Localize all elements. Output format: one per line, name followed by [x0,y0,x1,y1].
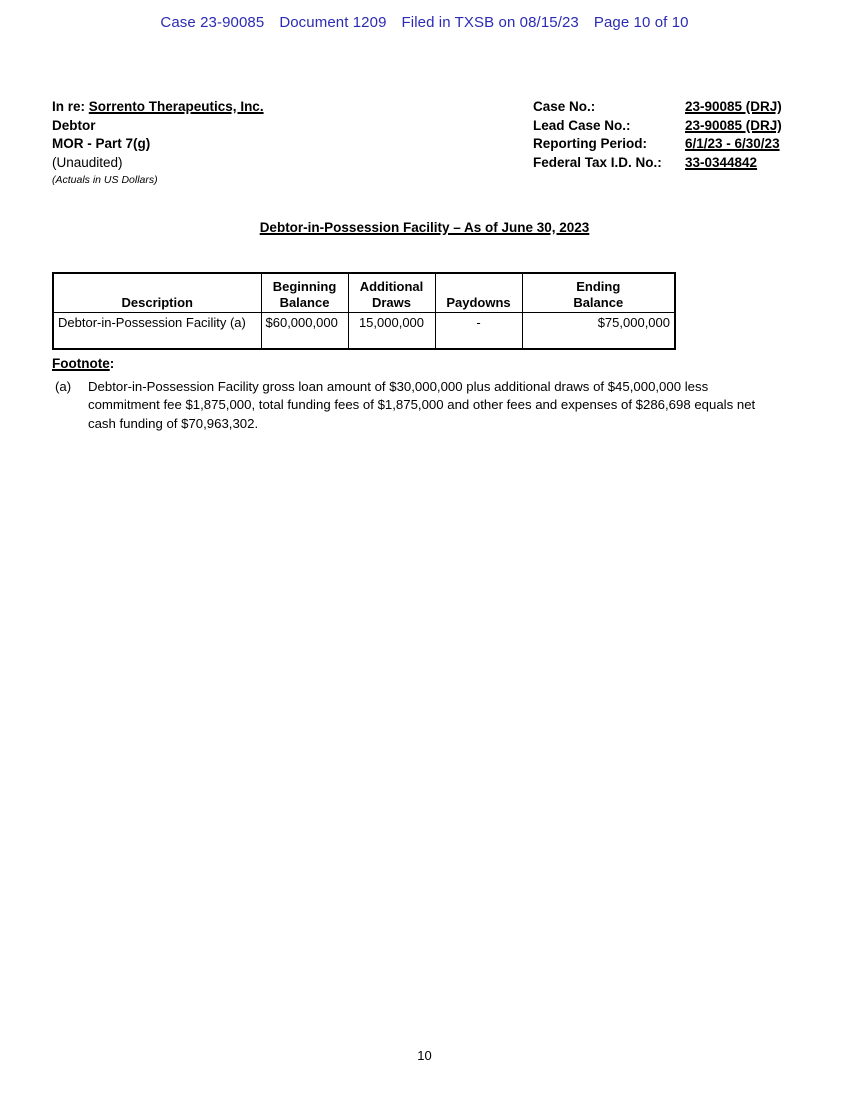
unaudited-line: (Unaudited) [52,154,123,170]
table-row [53,313,675,350]
in-re-label: In re: [52,99,86,114]
stamp-case-number: Case 23-90085 [160,14,265,31]
stamp-filed-date: Filed in TXSB on 08/15/23 [401,14,579,31]
section-title: Debtor-in-Possession Facility – As of June 30, 2023 [259,220,590,235]
case-stamp [0,14,849,31]
table-header-row [53,273,675,313]
lead-case-no-value: 23-90085 (DRJ) [685,117,782,133]
in-re-line [52,98,264,117]
case-no-value: 23-90085 (DRJ) [685,99,782,114]
reporting-period-label: Reporting Period: [533,136,647,151]
mor-part-line: MOR - Part 7(g) [52,136,151,151]
footnote-heading: Footnote: [52,356,115,371]
page-number: 10 [417,1048,432,1063]
actuals-note: (Actuals in US Dollars) [52,174,158,186]
footnote-item [55,378,766,433]
federal-tax-id-value: 33-0344842 [685,154,758,170]
reporting-period-row [533,135,782,154]
lead-case-no-label: Lead Case No.: [533,117,631,133]
debtor-company-name: Sorrento Therapeutics, Inc. [88,99,264,114]
cell-additional-draws: 15,000,000 [348,313,435,350]
case-info-block [533,98,782,172]
footnote-text: Debtor-in-Possession Facility gross loan amount of $30,000,000 plus additional draws of $45,000,000 less commitment fee $1,875,000, total funding fees of $1,875,000 and other fees and expenses of $286,698 equals net cash funding of $70,963,302. [88,379,756,431]
col-header-beginning-balance: Beginning Balance [261,273,348,313]
case-no-row [533,98,782,117]
case-no-label: Case No.: [533,99,596,114]
cell-description: Debtor-in-Possession Facility (a) [53,313,261,350]
lead-case-no-row [533,117,782,136]
debtor-info-block [52,98,264,188]
cell-beginning-balance: $60,000,000 [261,313,348,350]
debtor-line: Debtor [52,117,96,133]
federal-tax-id-label: Federal Tax I.D. No.: [533,154,662,170]
col-header-ending-balance: Ending Balance [522,273,675,313]
cell-paydowns: - [435,313,522,350]
col-header-additional-draws: Additional Draws [348,273,435,313]
cell-ending-balance: $75,000,000 [522,313,675,350]
federal-tax-id-row [533,154,782,173]
stamp-document-number: Document 1209 [279,14,387,31]
footnote-marker: (a) [55,379,72,394]
reporting-period-value: 6/1/23 - 6/30/23 [685,136,780,151]
col-header-description: Description [53,273,261,313]
stamp-page-count: Page 10 of 10 [593,14,689,31]
col-header-paydowns: Paydowns [435,273,522,313]
dip-facility-table [52,272,676,350]
